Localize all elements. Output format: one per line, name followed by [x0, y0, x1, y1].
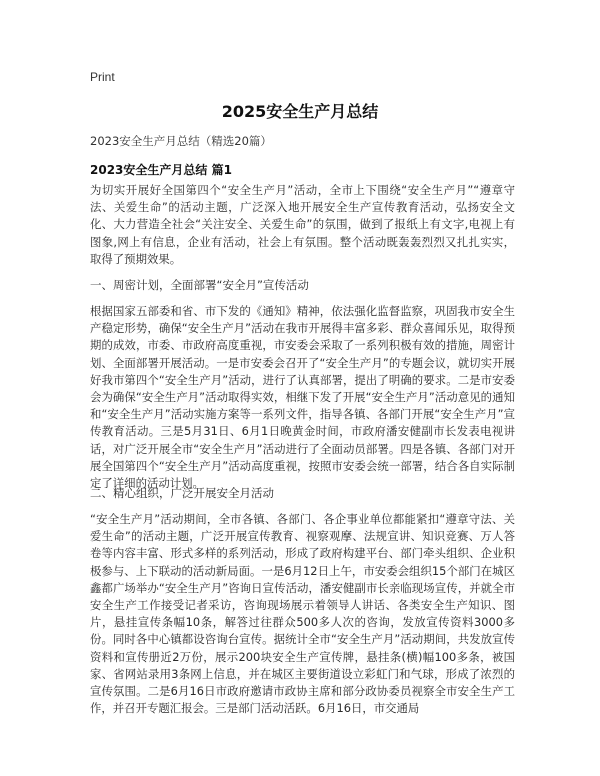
paragraph-organize: “安全生产月”活动期间，全市各镇、各部门、各企事业单位都能紧扣“遵章守法、关爱生命”的活动主题，广泛开展宣传教育、视察观摩、法规宣讲、知识竞赛、万人答卷等内容丰富、形式多样的系列活动，形成了政府构建平台、部门牵头组织、企业积极参与、上下联动的活动新局面。一是6月12日上午，市安委会组织15个部门在城区鑫都广场举办“安全生产月”咨询日宣传活动，潘安健副市长亲临现场宣传，并就全市安全生产工作接受记者采访，咨询现场展示着领导人讲话、各类安全生产知识、图片，悬挂宣传条幅10条，解答过往群众500多人次的咨询，发放宣传资料3000多份。同时各中心镇都设咨询台宣传。据统计全市“安全生产月”活动期间，共发放宣传资料和宣传册近2万份，展示200块安全生产宣传牌，悬挂条(横)幅100多条，被国家、省网站录用3条网上信息，并在城区主要街道设立彩虹门和气球，形成了浓烈的宣传氛围。二是6月16日市政府邀请市政协主席和部分政协委员视察全市安全生产工作，并召开专题汇报会。三是部门活动活跃。6月16日，市交通局: [90, 512, 515, 716]
paragraph-intro: 为切实开展好全国第四个“安全生产月”活动，全市上下围绕“安全生产月”“遵章守法、关爱生命”的活动主题，广泛深入地开展安全生产宣传教育活动，弘扬安全文化、大力营造全社会“关注安全、关爱生命”的氛围，做到了报纸上有文字,电视上有图象,网上有信息，企业有活动，社会上有氛围。整个活动既轰轰烈烈又扎扎实实，取得了预期效果。: [90, 183, 515, 266]
paragraph-plan: 根据国家五部委和省、市下发的《通知》精神，依法强化监督监察，巩固我市安全生产稳定形势，确保“安全生产月”活动在我市开展得丰富多彩、群众喜闻乐见，取得预期的成效，市委、市政府高度重视，市安委会采取了一系列积极有效的措施，周密计划、全面部署开展活动。一是市安委会召开了“安全生产月”的专题会议，就切实开展好我市第四个“安全生产月”活动，进行了认真部署，提出了明确的要求。二是市安委会为确保“安全生产月”活动取得实效，相继下发了开展“安全生产月”活动意见的通知和“安全生产月”活动实施方案等一系列文件，指导各镇、各部门开展“安全生产月”宣传教育活动。三是5月31日、6月1日晚黄金时间，市政府潘安健副市长发表电视讲话，对广泛开展全市“安全生产月”活动进行了全面动员部署。四是各镇、各部门对开展全国第四个“安全生产月”活动高度重视，按照市安委会统一部署，结合各自实际制定了详细的活动计划。: [90, 304, 515, 491]
section-heading-2: 二、精心组织，广泛开展安全月活动: [90, 486, 274, 500]
section-heading-1: 一、周密计划，全面部署“安全月”宣传活动: [90, 278, 309, 292]
print-label[interactable]: Print: [90, 70, 115, 84]
page-title: 2025安全生产月总结: [221, 102, 379, 121]
chapter-title: 2023安全生产月总结 篇1: [90, 163, 232, 177]
document-subtitle: 2023安全生产月总结（精选20篇）: [90, 134, 272, 148]
